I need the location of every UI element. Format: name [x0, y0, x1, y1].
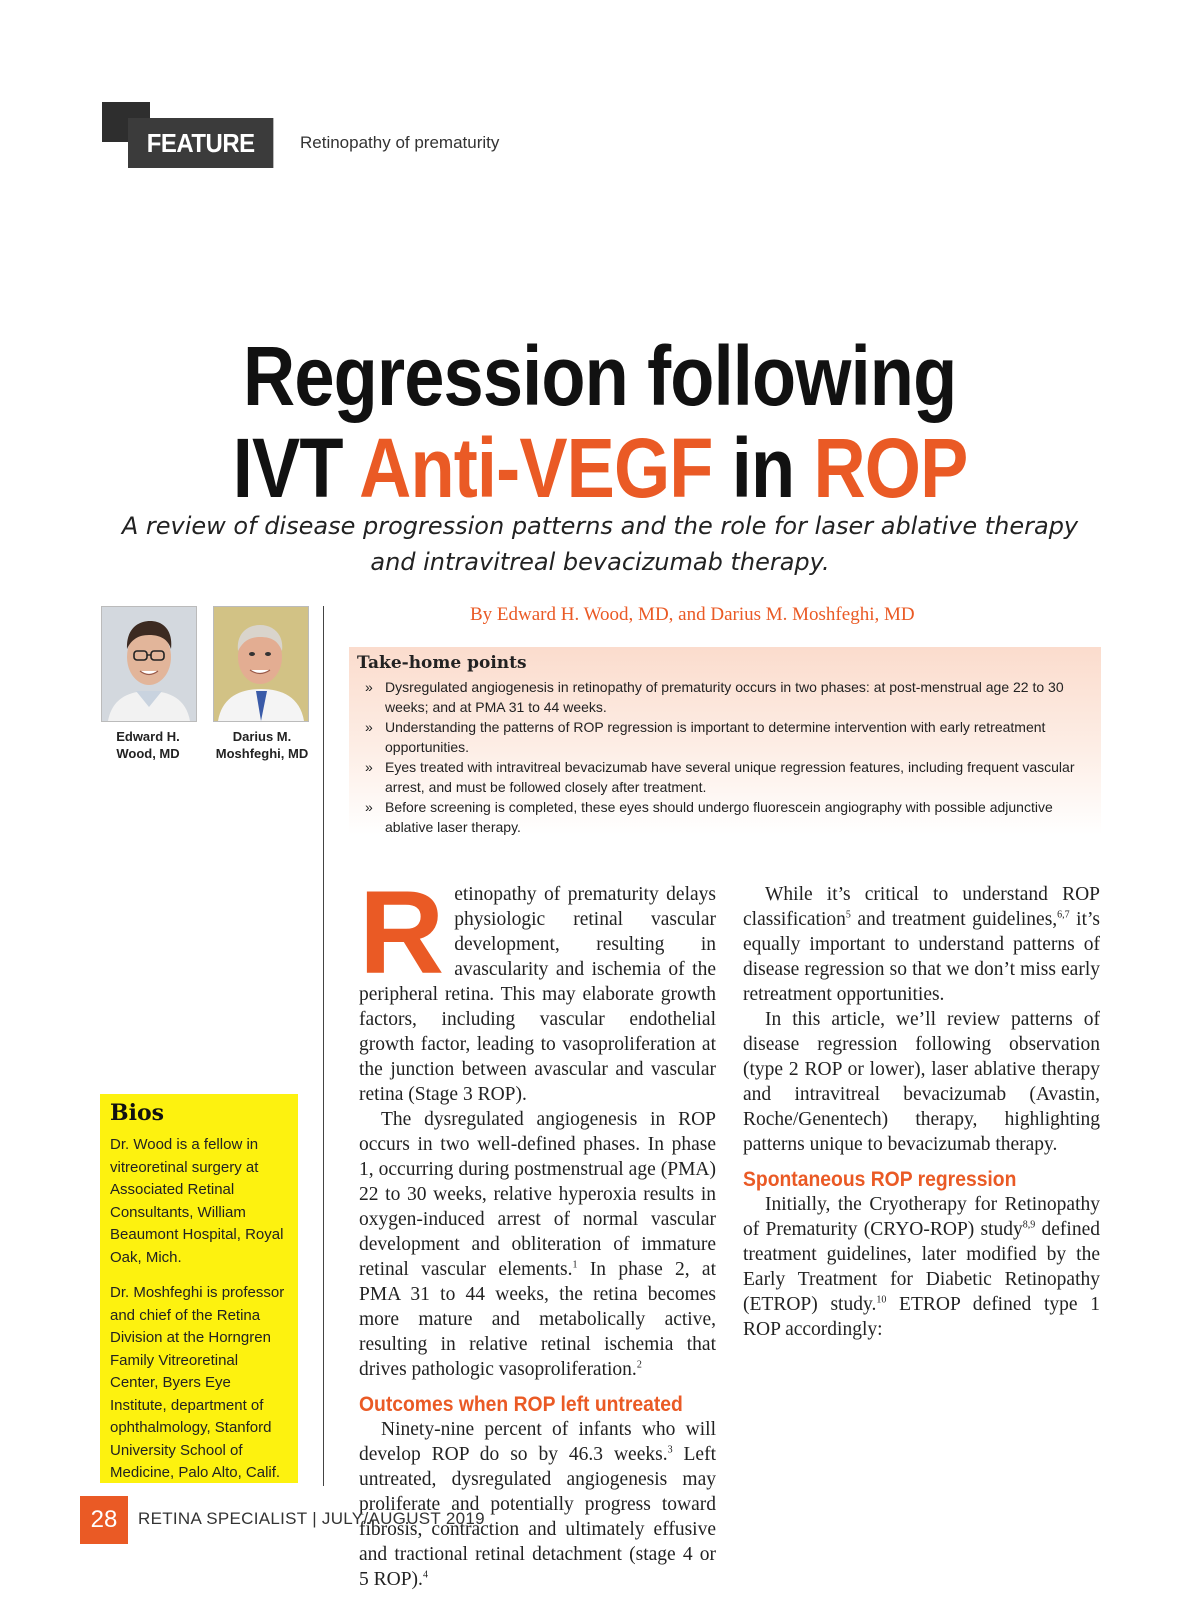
- title-line-2: [233, 422, 968, 514]
- takehome-point: [357, 757, 1087, 797]
- takehome-point-text: Understanding the patterns of ROP regression is important to determine intervention with early retreatment opportunities.: [385, 719, 1046, 755]
- body-text: In phase 2, at PMA 31 to 44 weeks, the retina becomes more mature and metabolically active, resulting in relative retinal ischemia that drives pathologic vasoproliferation.: [359, 1259, 716, 1380]
- takehome-heading: Take-home points: [357, 653, 527, 673]
- body-paragraph: [359, 1107, 716, 1382]
- body-paragraph: [743, 882, 1100, 1007]
- body-column-1: [359, 867, 717, 1592]
- reference-marker: 8,9: [1022, 1219, 1036, 1231]
- body-text: and treatment guidelines,: [850, 909, 1058, 930]
- body-text: Ninety-nine percent of infants who will develop ROP do so by 46.3 weeks.: [359, 1419, 716, 1465]
- subtitle-line-1: A review of disease progression patterns and the role for laser ablative therapy: [121, 512, 1079, 540]
- body-text: Left untreated, dysregulated angiogenesis may proliferate and potentially progress toward fibrosis, contraction and ultimately effusive and tractional retinal detachment (stage 4 or 5 ROP).: [359, 1444, 717, 1590]
- article-subtitle: [60, 508, 1140, 580]
- takehome-point-text: Before screening is completed, these eyes should undergo fluorescein angiography with possible adjunctive ablative laser therapy.: [385, 799, 1053, 835]
- body-paragraph: [743, 1192, 1100, 1342]
- column-divider: [323, 606, 324, 1486]
- feature-label: FEATURE: [128, 118, 273, 168]
- byline: By Edward H. Wood, MD, and Darius M. Moshfeghi, MD: [470, 604, 915, 625]
- author-caption-moshfeghi: [207, 728, 317, 762]
- body-paragraph: [359, 1417, 716, 1592]
- reference-marker: 2: [636, 1359, 642, 1371]
- takehome-point-text: Eyes treated with intravitreal bevacizumab have several unique regression features, including frequent vascular arrest, and must be followed closely after treatment.: [385, 759, 1075, 795]
- article-title: [0, 330, 1200, 514]
- footer-publication: RETINA SPECIALIST | JULY/AUGUST 2019: [138, 1509, 485, 1528]
- body-paragraph: [359, 867, 716, 1107]
- title-anti-vegf: Anti-VEGF: [359, 421, 713, 515]
- title-ivt: IVT: [232, 421, 360, 515]
- body-text: etinopathy of prematurity delays physiologic retinal vascular development, resulting in avascularity and ischemia of the peripheral retina. This may elaborate growth factors, including vascular endothelial growth factor, leading to vasoproliferation at the junction between avascular and vascular retina (Stage 3 ROP).: [359, 884, 716, 1105]
- body-text: While it’s critical to understand ROP classification: [743, 884, 1100, 930]
- subhead-outcomes: Outcomes when ROP left untreated: [359, 1393, 683, 1416]
- bio-wood: Dr. Wood is a fellow in vitreoretinal surgery at Associated Retinal Consultants, William Beaumont Hospital, Royal Oak, Mich.: [110, 1136, 284, 1266]
- takehome-point-text: Dysregulated angiogenesis in retinopathy of prematurity occurs in two phases: at post-menstrual age 22 to 30 weeks; and at PMA 31 to 44 weeks.: [385, 679, 1064, 715]
- bullet-icon: »: [365, 799, 373, 815]
- body-text: The dysregulated angiogenesis in ROP occurs in two well-defined phases. In phase 1, occurring during postmenstrual age (PMA) 22 to 30 weeks, relative hyperoxia results in oxygen-induced arrest of normal vascular development and obliteration of immature retinal vascular elements.: [359, 1109, 716, 1280]
- subhead-spontaneous: Spontaneous ROP regression: [743, 1168, 1017, 1191]
- author-caption-line: Darius M.: [232, 729, 292, 744]
- title-rop: ROP: [813, 421, 968, 515]
- takehome-point: [357, 717, 1087, 757]
- takehome-point: [357, 797, 1087, 837]
- reference-marker: 5: [845, 909, 851, 921]
- author-photo-wood: [101, 606, 197, 722]
- bio-moshfeghi: Dr. Moshfeghi is professor and chief of the Retina Division at the Horngren Family Vitreoretinal Center, Byers Eye Institute, department of ophthalmology, Stanford University School of Medicine, Palo Alto, Calif.: [110, 1284, 285, 1481]
- body-paragraph: In this article, we’ll review patterns of disease regression following observation (type 2 ROP or lower), laser ablative therapy and intravitreal bevacizumab (Avastin, Roche/Genentech) therapy, highlighting patterns unique to bevacizumab therapy.: [743, 1009, 1100, 1155]
- subtitle-line-2: and intravitreal bevacizumab therapy.: [370, 548, 830, 576]
- title-line-1: Regression following: [243, 329, 957, 423]
- author-caption-wood: [93, 728, 203, 762]
- bios-heading: Bios: [110, 1100, 165, 1126]
- author-caption-line: Wood, MD: [116, 746, 180, 761]
- reference-marker: 1: [572, 1259, 578, 1271]
- bullet-icon: »: [365, 679, 373, 695]
- takehome-box: [349, 647, 1101, 835]
- drop-cap: R: [359, 867, 445, 999]
- bullet-icon: »: [365, 759, 373, 775]
- bullet-icon: »: [365, 719, 373, 735]
- bios-box: [100, 1094, 298, 1483]
- reference-marker: 6,7: [1057, 909, 1070, 921]
- body-text: ETROP defined type 1 ROP accordingly:: [743, 1294, 1101, 1340]
- author-caption-line: Edward H.: [116, 729, 180, 744]
- takehome-point: [357, 677, 1087, 717]
- page-number: 28: [80, 1496, 128, 1544]
- body-text: defined treatment guidelines, later modified by the Early Treatment for Diabetic Retinopathy (ETROP) study.: [743, 1219, 1100, 1315]
- body-text: it’s equally important to understand patterns of disease regression so that we don’t miss early retreatment opportunities.: [743, 909, 1101, 1005]
- body-text: Initially, the Cryotherapy for Retinopathy of Prematurity (CRYO-ROP) study: [743, 1194, 1100, 1240]
- author-caption-line: Moshfeghi, MD: [215, 746, 309, 761]
- reference-marker: 4: [422, 1569, 428, 1581]
- takehome-list: [357, 677, 1087, 837]
- title-in: in: [712, 421, 814, 515]
- reference-marker: 3: [667, 1444, 673, 1456]
- author-photo-moshfeghi: [213, 606, 309, 722]
- reference-marker: 10: [876, 1294, 887, 1306]
- section-label: Retinopathy of prematurity: [300, 133, 500, 152]
- body-column-2: [743, 882, 1100, 1342]
